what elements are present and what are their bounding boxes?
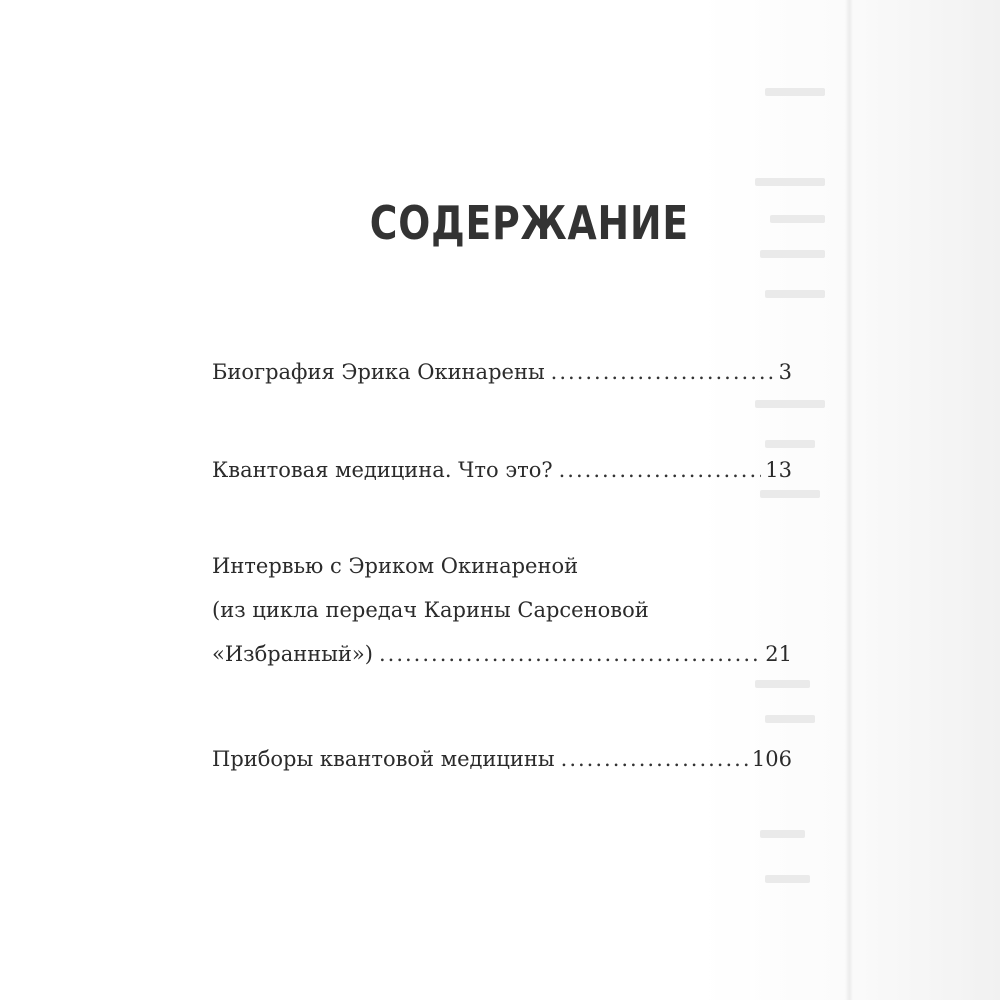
toc-page-number: 21 [765,642,792,666]
toc-page-number: 13 [765,458,792,482]
toc-entry-title-line: (из цикла передач Карины Сарсеновой [212,598,649,622]
toc-entry-title-line: «Избранный») [212,642,373,666]
toc-entry-row [212,448,792,492]
dot-leader [379,632,761,676]
toc-entry-title: Приборы квантовой медицины [212,747,555,771]
toc-entry[interactable] [212,544,792,676]
toc-entry[interactable] [212,448,792,492]
dot-leader [561,737,748,781]
toc-page-number: 106 [751,747,792,771]
dot-leader [559,448,762,492]
toc-page-number: 3 [778,360,792,384]
toc-entry-title-line: Интервью с Эриком Окинареной [212,554,579,578]
toc-entry-title: Квантовая медицина. Что это? [212,458,553,482]
toc-entry-title: Биография Эрика Окинарены [212,360,545,384]
dot-leader [551,350,775,394]
toc-entry-row [212,350,792,394]
toc-entry[interactable] [212,737,792,781]
page-title: СОДЕРЖАНИЕ [369,196,689,250]
page-gutter-shadow [845,0,853,1000]
toc-entry[interactable] [212,350,792,394]
toc-entry-row [212,632,792,676]
toc-entry-row [212,737,792,781]
